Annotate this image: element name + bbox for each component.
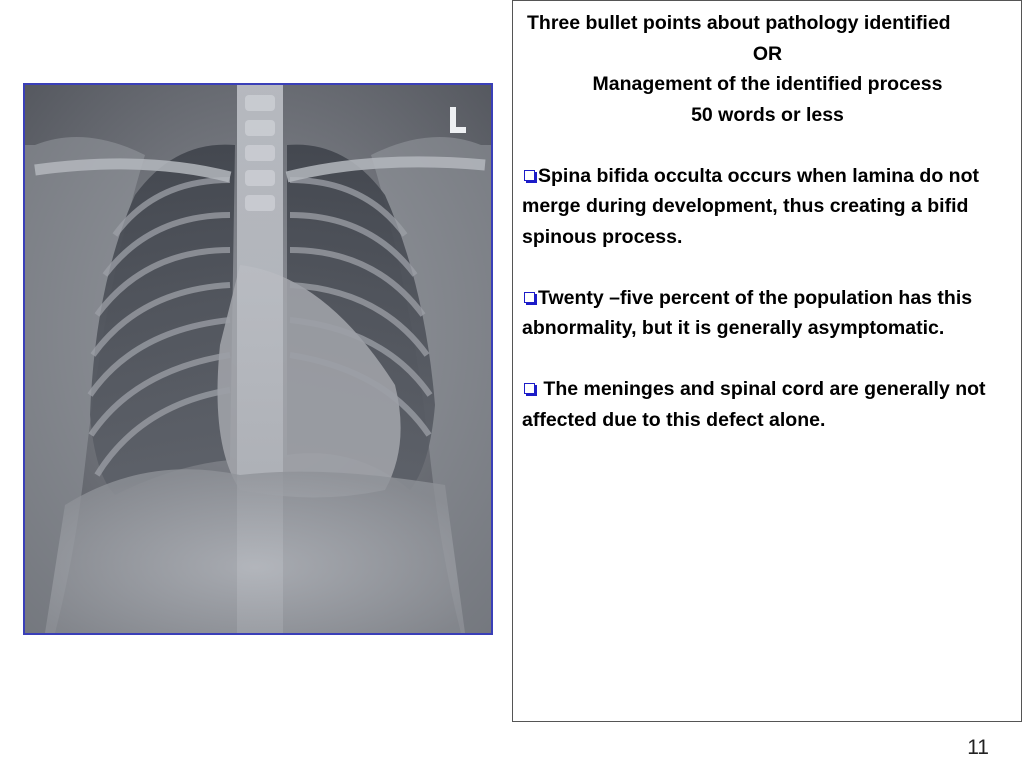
chest-xray-image [23, 83, 493, 635]
checkbox-square-icon [524, 292, 535, 303]
checkbox-square-icon [524, 383, 535, 394]
page-number: 11 [967, 736, 989, 759]
bullet-item-2 [522, 283, 1013, 344]
bullet-text-1: Spina bifida occulta occurs when lamina do not merge during development, thus creating a bifid spinous process. [522, 164, 979, 248]
bullet-text-2: Twenty –five percent of the population has this abnormality, but it is generally asymptomatic. [522, 286, 973, 339]
bullet-item-1 [522, 161, 1013, 253]
bullet-text-3: The meninges and spinal cord are generally not affected due to this defect alone. [522, 378, 986, 431]
bullet-item-3 [522, 374, 1013, 435]
instruction-word-limit: 50 words or less [691, 103, 844, 126]
instruction-or: OR [752, 42, 783, 65]
instruction-line-1: Three bullet points about pathology identified [527, 12, 951, 34]
instruction-line-3: Management of the identified process [592, 73, 943, 95]
notes-text-box [512, 0, 1022, 722]
checkbox-square-icon [524, 170, 535, 181]
